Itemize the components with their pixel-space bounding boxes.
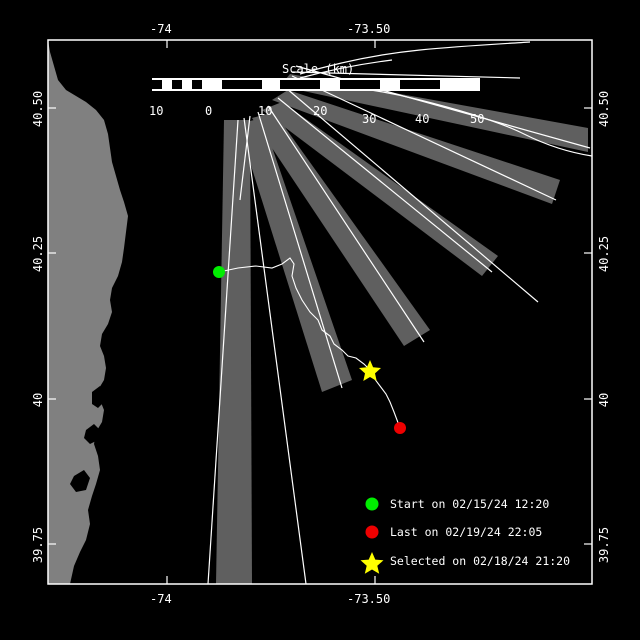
legend-last-swatch (366, 526, 379, 539)
scale-tick-1: 0 (205, 104, 213, 118)
y-tick-left-0: 40.50 (31, 90, 45, 128)
y-tick-right-2: 40 (597, 392, 611, 408)
x-tick-top-0: -74 (150, 22, 172, 36)
y-tick-right-0: 40.50 (597, 90, 611, 128)
start-marker[interactable] (213, 266, 225, 278)
y-tick-left-2: 40 (31, 392, 45, 408)
legend-label-last: Last on 02/19/24 22:05 (390, 525, 543, 539)
scale-bar-title: Scale (km) (282, 62, 355, 76)
scale-tick-2: 10 (258, 104, 273, 118)
legend-label-selected: Selected on 02/18/24 21:20 (390, 554, 571, 568)
scale-tick-0: 10 (149, 104, 164, 118)
legend-start-swatch (366, 498, 379, 511)
x-tick-bottom-0: -74 (150, 592, 172, 606)
scale-tick-3: 20 (313, 104, 328, 118)
x-tick-top-1: -73.50 (347, 22, 391, 36)
y-tick-right-3: 39.75 (597, 526, 611, 564)
scale-bar (152, 78, 480, 91)
y-tick-right-1: 40.25 (597, 235, 611, 273)
scale-tick-4: 30 (362, 112, 377, 126)
y-tick-left-3: 39.75 (31, 526, 45, 564)
x-tick-bottom-1: -73.50 (347, 592, 391, 606)
scale-tick-6: 50 (470, 112, 485, 126)
y-tick-left-1: 40.25 (31, 235, 45, 273)
scale-tick-5: 40 (415, 112, 430, 126)
last-marker[interactable] (394, 422, 406, 434)
legend-label-start: Start on 02/15/24 12:20 (390, 497, 550, 511)
